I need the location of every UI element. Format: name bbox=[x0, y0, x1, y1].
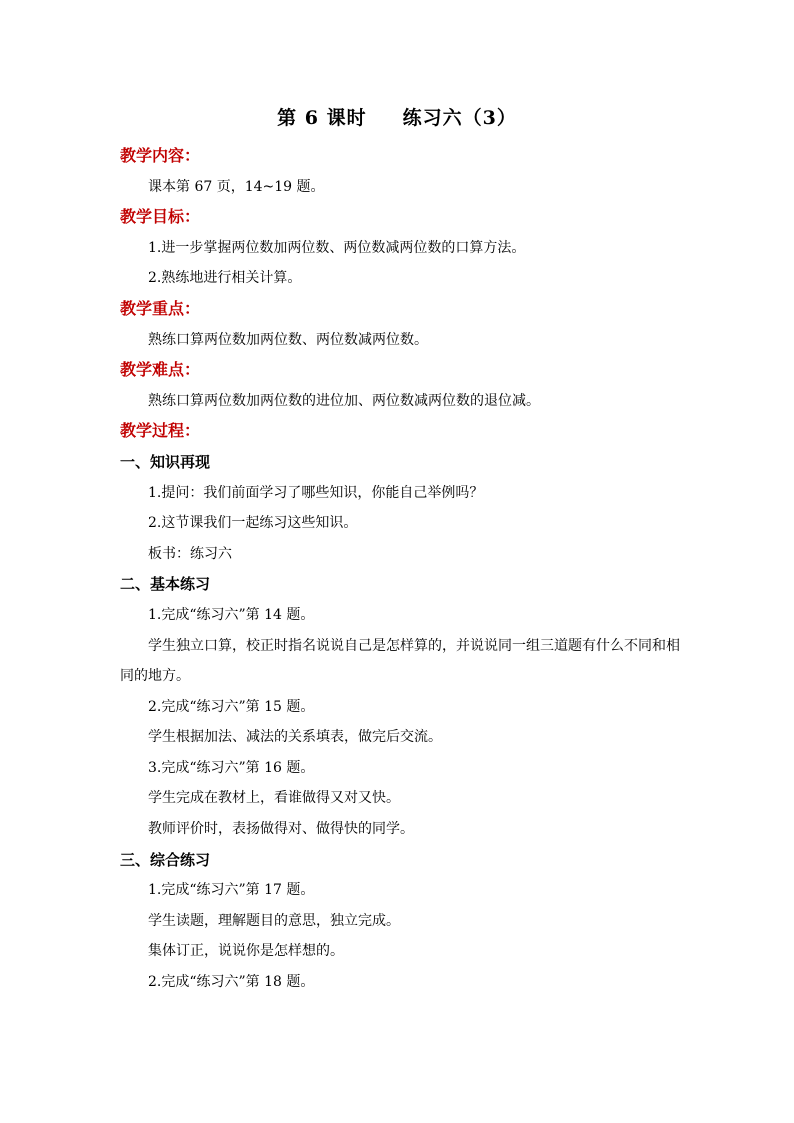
goals-heading: 教学目标： bbox=[120, 207, 201, 227]
part2-line: 3.完成“练习六”第 16 题。 bbox=[148, 759, 315, 776]
goal-item: 1.进一步掌握两位数加两位数、两位数减两位数的口算方法。 bbox=[148, 239, 526, 256]
goal-item: 2.熟练地进行相关计算。 bbox=[148, 270, 302, 287]
part3-line: 学生读题，理解题目的意思，独立完成。 bbox=[148, 912, 400, 929]
part1-line: 1.提问：我们前面学习了哪些知识，你能自己举例吗？ bbox=[148, 484, 484, 501]
part2-heading: 二、基本练习 bbox=[120, 575, 211, 594]
part2-paragraph: 学生独立口算，校正时指名说说自己是怎样算的，并说说同一组三道题有什么不同和相同的地方。 bbox=[120, 637, 680, 685]
key-points-heading: 教学重点： bbox=[120, 298, 201, 318]
part3-line: 集体订正，说说你是怎样想的。 bbox=[148, 943, 344, 960]
difficulty-heading: 教学难点： bbox=[120, 360, 201, 380]
part2-line: 教师评价时，表扬做得对、做得快的同学。 bbox=[148, 821, 414, 838]
key-points-text: 熟练口算两位数加两位数、两位数减两位数。 bbox=[148, 331, 428, 348]
process-heading: 教学过程： bbox=[120, 421, 201, 441]
part2-line: 学生完成在教材上，看谁做得又对又快。 bbox=[148, 790, 400, 807]
content-heading: 教学内容： bbox=[120, 146, 201, 165]
part3-line: 2.完成“练习六”第 18 题。 bbox=[148, 974, 315, 991]
part2-line: 2.完成“练习六”第 15 题。 bbox=[148, 698, 315, 715]
part3-heading: 三、综合练习 bbox=[120, 850, 211, 869]
part1-line: 2.这节课我们一起练习这些知识。 bbox=[148, 515, 358, 532]
page-title bbox=[0, 104, 794, 132]
part2-line: 1.完成“练习六”第 14 题。 bbox=[148, 606, 315, 623]
part2-line: 学生根据加法、减法的关系填表，做完后交流。 bbox=[148, 729, 442, 746]
document-body bbox=[120, 141, 680, 998]
lesson-name: 练习六（3） bbox=[402, 107, 517, 129]
part1-heading: 一、知识再现 bbox=[120, 452, 211, 471]
part3-line: 1.完成“练习六”第 17 题。 bbox=[148, 882, 315, 899]
part1-line: 板书：练习六 bbox=[148, 545, 232, 562]
content-text: 课本第 67 页，14~19 题。 bbox=[148, 178, 325, 195]
difficulty-text: 熟练口算两位数加两位数的进位加、两位数减两位数的退位减。 bbox=[148, 392, 540, 409]
lesson-number: 第 6 课时 bbox=[277, 107, 367, 129]
